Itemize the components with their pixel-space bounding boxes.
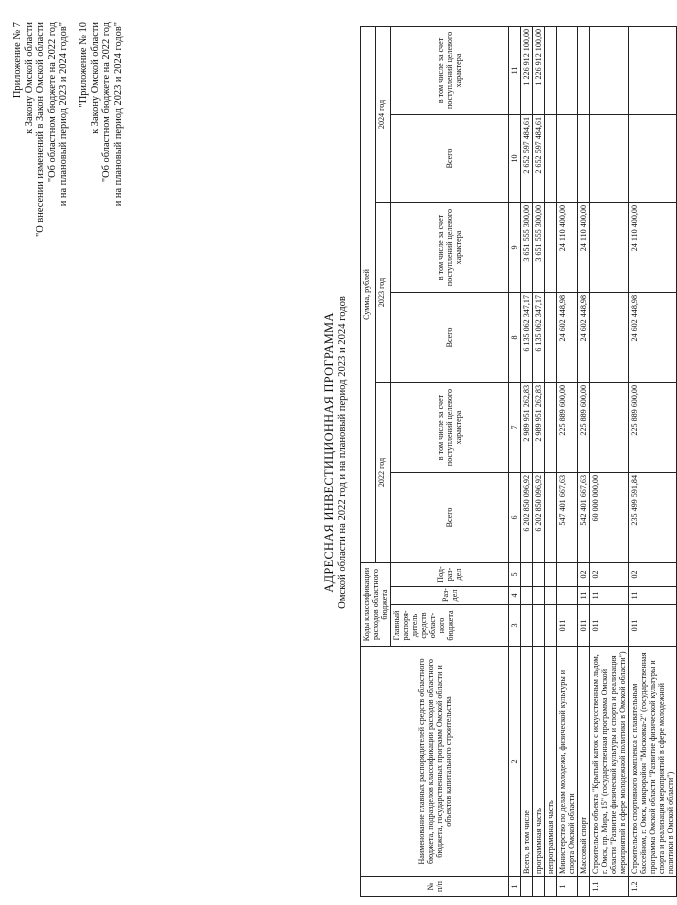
cell-razdel [557,587,578,605]
cell-total-2024: 2 652 597 484,61 [521,114,533,202]
column-number: 10 [509,114,521,202]
table-row [521,26,533,896]
cell-target-2022: 225 889 600,00 [578,382,590,472]
cell-no: 1 [557,877,578,897]
column-number: 2 [509,647,521,877]
table-row [533,26,545,896]
column-number-row [509,26,521,896]
table-row [545,26,557,896]
col-header-podrazdel: Под-раз-дел [391,562,509,586]
cell-target-2024 [578,26,590,114]
cell-no [533,877,545,897]
col-header-codes: Коды классификации расходов областного бюджета [361,562,391,646]
cell-total-2024 [557,114,578,202]
cell-target-2023: 24 110 400,00 [557,202,578,292]
cell-target-2022 [590,382,629,472]
appendix-line: "Об областном бюджете на 2022 год [46,22,58,183]
cell-glava [533,605,545,647]
cell-glava [545,605,557,647]
cell-target-2022: 2 989 951 262,83 [533,382,545,472]
cell-target-2024 [590,26,629,114]
column-number: 7 [509,382,521,472]
cell-glava: 011 [590,605,629,647]
table-row [629,26,677,896]
column-number: 4 [509,587,521,605]
appendix2-header [78,22,124,206]
cell-total-2022: 6 202 850 096,92 [521,472,533,562]
column-number: 5 [509,562,521,586]
cell-target-2023: 24 110 400,00 [629,202,677,292]
cell-total-2024: 2 652 597 484,61 [533,114,545,202]
cell-podrazdel [521,562,533,586]
cell-no: 1.2 [629,877,677,897]
cell-no [521,877,533,897]
appendix-line: "О внесении изменений в Закон Омской области [35,22,47,237]
cell-no [545,877,557,897]
table-row [590,26,629,896]
cell-name: Строительство объекта "Крытый каток с искусственным льдом, г. Омск, пр. Мира, 15" (государственная программа Омской области "Развитие физической культуры и спорта и реализация мероприятий в сфере молодежной политики в Омской области") [590,647,629,877]
col-header-2022: 2022 год [376,382,391,562]
column-number: 1 [509,877,521,897]
cell-name: Массовый спорт [578,647,590,877]
cell-total-2022: 547 401 667,63 [557,472,578,562]
cell-glava [521,605,533,647]
cell-total-2022: 235 499 591,84 [629,472,677,562]
cell-total-2023: 24 602 448,98 [629,292,677,382]
cell-no [578,877,590,897]
cell-name: Строительство спортивного комплекса с плавательным бассейном, г. Омск, микрорайон "Московка-2" (государственная программа Омской области "Развитие физической культуры и спорта и реализация мероприятий в сфере молодежной политики в Омской области") [629,647,677,877]
cell-target-2022: 225 889 600,00 [557,382,578,472]
col-header-name: Наименование главных распорядителей средств областного бюджета, подразделов классификации расходов областного бюджета, государственных программ Омской области и объектов капитального строительства [361,647,509,877]
col-header-2024: 2024 год [376,26,391,202]
cell-target-2024: 1 226 912 100,00 [533,26,545,114]
cell-target-2023: 24 110 400,00 [578,202,590,292]
cell-podrazdel: 02 [590,562,629,586]
table-row [557,26,578,896]
page-subtitle: Омской области на 2022 год и на плановый период 2023 и 2024 годов [337,296,348,609]
col-header-2023: 2023 год [376,202,391,382]
cell-podrazdel: 02 [578,562,590,586]
cell-glava: 011 [557,605,578,647]
cell-podrazdel [545,562,557,586]
col-header-glava: Главный распоря-дитель средств област-ного бюджета [391,605,509,647]
col-header-target-2023: в том числе за счет поступлений целевого характера [391,202,509,292]
cell-name: непрограммная часть [545,647,557,877]
cell-target-2024 [629,26,677,114]
cell-total-2023 [545,292,557,382]
col-header-target-2022: в том числе за счет поступлений целевого характера [391,382,509,472]
col-header-target-2024: в том числе за счет поступлений целевого характера [391,26,509,114]
cell-total-2023: 6 135 062 347,17 [533,292,545,382]
cell-target-2023 [545,202,557,292]
cell-target-2022 [545,382,557,472]
cell-podrazdel [533,562,545,586]
cell-razdel: 11 [629,587,677,605]
col-header-razdel: Раз-дел [391,587,509,605]
cell-total-2022: 542 401 667,63 [578,472,590,562]
appendix-line: к Закону Омской области [23,22,35,134]
cell-target-2023: 3 651 555 300,00 [533,202,545,292]
cell-name: Всего, в том числе [521,647,533,877]
cell-total-2022: 6 202 850 096,92 [533,472,545,562]
cell-razdel: 11 [578,587,590,605]
column-number: 8 [509,292,521,382]
cell-total-2023: 6 135 062 347,17 [521,292,533,382]
cell-target-2023: 3 651 555 300,00 [521,202,533,292]
cell-name: программная часть [533,647,545,877]
cell-total-2023 [590,292,629,382]
col-header-total-2022: Всего [391,472,509,562]
cell-target-2023 [590,202,629,292]
col-header-total-2024: Всего [391,114,509,202]
cell-razdel [521,587,533,605]
appendix-line: и на плановый период 2023 и 2024 годов" [58,22,70,207]
appendix2-line: и на плановый период 2023 и 2024 годов" [112,22,124,207]
cell-podrazdel: 02 [629,562,677,586]
appendix-line: Приложение № 7 [12,22,23,99]
appendix2-line: "Приложение № 10 [78,22,89,108]
column-number: 9 [509,202,521,292]
table-row [578,26,590,896]
cell-target-2022: 2 989 951 262,83 [521,382,533,472]
page-title: АДРЕСНАЯ ИНВЕСТИЦИОННАЯ ПРОГРАММА [322,312,336,593]
cell-target-2024: 1 226 912 100,00 [521,26,533,114]
cell-target-2024 [545,26,557,114]
cell-total-2022 [545,472,557,562]
appendix2-line: "Об областном бюджете на 2022 год [101,22,113,183]
cell-total-2024 [590,114,629,202]
appendix-header [12,22,70,237]
cell-total-2024 [545,114,557,202]
column-number: 3 [509,605,521,647]
column-number: 6 [509,472,521,562]
cell-total-2024 [629,114,677,202]
cell-glava: 011 [629,605,677,647]
cell-podrazdel [557,562,578,586]
column-number: 11 [509,26,521,114]
cell-target-2022: 225 889 600,00 [629,382,677,472]
col-header-no: № п/п [361,877,509,897]
investment-table [360,26,677,897]
cell-name: Министерство по делам молодежи, физической культуры и спорта Омской области [557,647,578,877]
cell-target-2024 [557,26,578,114]
cell-total-2022: 60 000 000,00 [590,472,629,562]
appendix2-line: к Закону Омской области [89,22,101,134]
cell-razdel [545,587,557,605]
cell-glava: 011 [578,605,590,647]
cell-no: 1.1 [590,877,629,897]
cell-razdel: 11 [590,587,629,605]
cell-total-2023: 24 602 448,98 [578,292,590,382]
col-header-sum: Сумма, рублей [361,26,376,562]
cell-total-2024 [578,114,590,202]
cell-razdel [533,587,545,605]
cell-total-2023: 24 602 448,98 [557,292,578,382]
col-header-total-2023: Всего [391,292,509,382]
